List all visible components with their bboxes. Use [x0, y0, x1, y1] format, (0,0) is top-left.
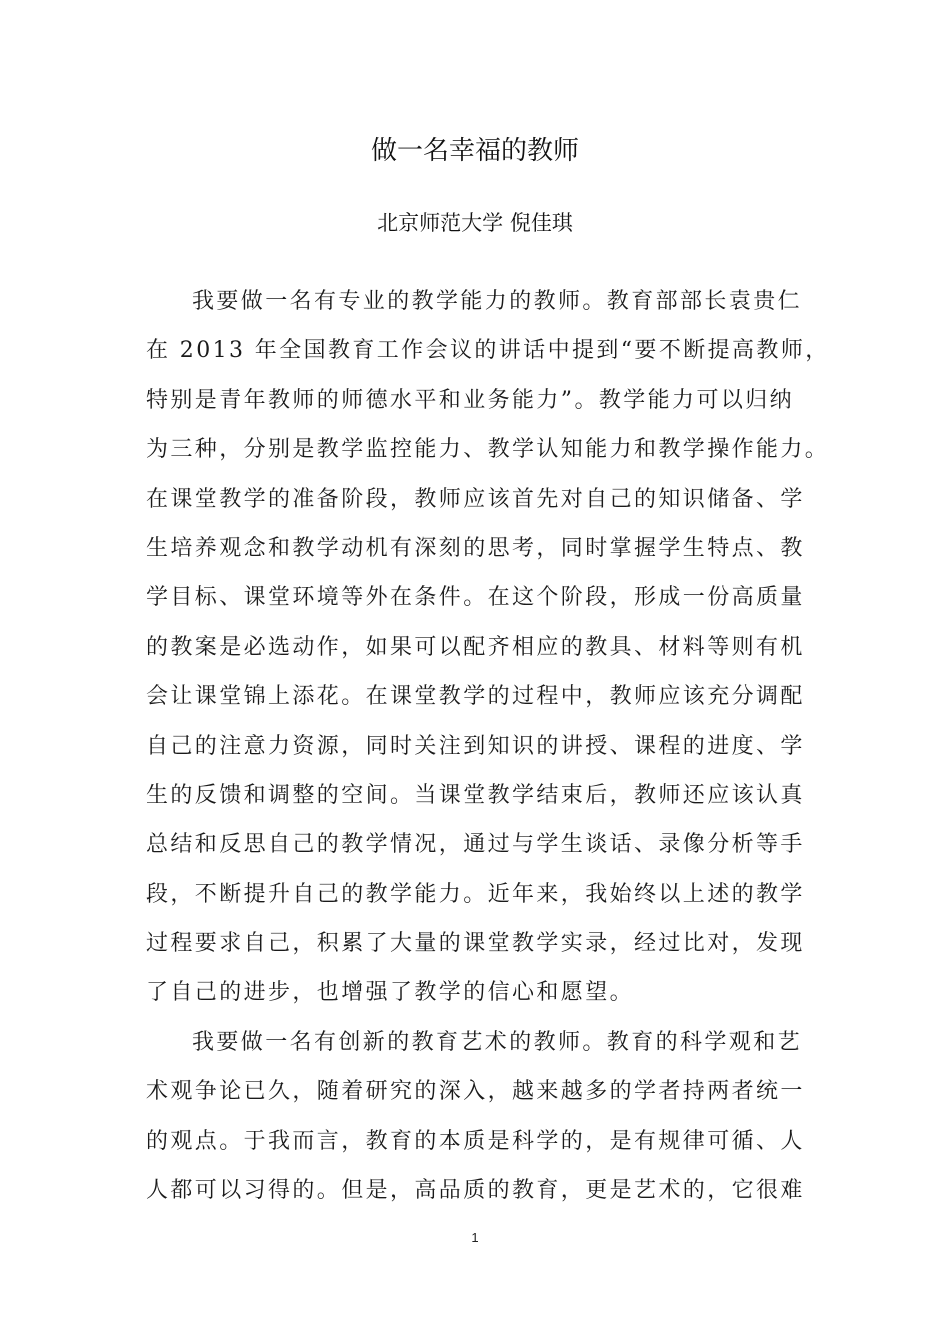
text-line: 段，不断提升自己的教学能力。近年来，我始终以上述的教学 — [146, 881, 805, 907]
text-line: 的观点。于我而言，教育的本质是科学的，是有规律可循、人 — [146, 1128, 805, 1154]
paragraph — [146, 277, 830, 1018]
text-line: 的教案是必选动作，如果可以配齐相应的教具、材料等则有机 — [146, 634, 805, 660]
text-line: 特别是青年教师的师德水平和业务能力”。教学能力可以归纳 — [146, 387, 795, 413]
text-line: 了自己的进步，也增强了教学的信心和愿望。 — [146, 980, 635, 1006]
text-line: 在课堂教学的准备阶段，教师应该首先对自己的知识储备、学 — [146, 486, 805, 512]
text-line: 生的反馈和调整的空间。当课堂教学结束后，教师还应该认真 — [146, 782, 805, 808]
text-line: 术观争论已久，随着研究的深入，越来越多的学者持两者统一 — [146, 1079, 805, 1105]
text-line: 会让课堂锦上添花。在课堂教学的过程中，教师应该充分调配 — [146, 684, 805, 710]
text-line: 我要做一名有创新的教育艺术的教师。教育的科学观和艺 — [192, 1029, 803, 1055]
text-line: 过程要求自己，积累了大量的课堂教学实录，经过比对，发现 — [146, 931, 805, 957]
text-line: 生培养观念和教学动机有深刻的思考，同时掌握学生特点、教 — [146, 535, 805, 561]
text-line: 人都可以习得的。但是，高品质的教育，更是艺术的，它很难 — [146, 1178, 805, 1204]
text-line: 自己的注意力资源，同时关注到知识的讲授、课程的进度、学 — [146, 733, 805, 759]
paragraph — [146, 1018, 806, 1216]
text-line: 在 2013 年全国教育工作会议的讲话中提到“要不断提高教师， — [146, 338, 830, 364]
page-number: 1 — [471, 1230, 479, 1245]
text-line: 为三种，分别是教学监控能力、教学认知能力和教学操作能力。 — [146, 437, 830, 463]
text-line: 学目标、课堂环境等外在条件。在这个阶段，形成一份高质量 — [146, 585, 805, 611]
document-title: 做一名幸福的教师 — [370, 136, 579, 166]
text-line: 总结和反思自己的教学情况，通过与学生谈话、录像分析等手 — [146, 832, 805, 858]
author-line: 北京师范大学 倪佳琪 — [377, 211, 573, 235]
body-text — [146, 277, 830, 1215]
text-line: 我要做一名有专业的教学能力的教师。教育部部长袁贵仁 — [192, 289, 803, 314]
